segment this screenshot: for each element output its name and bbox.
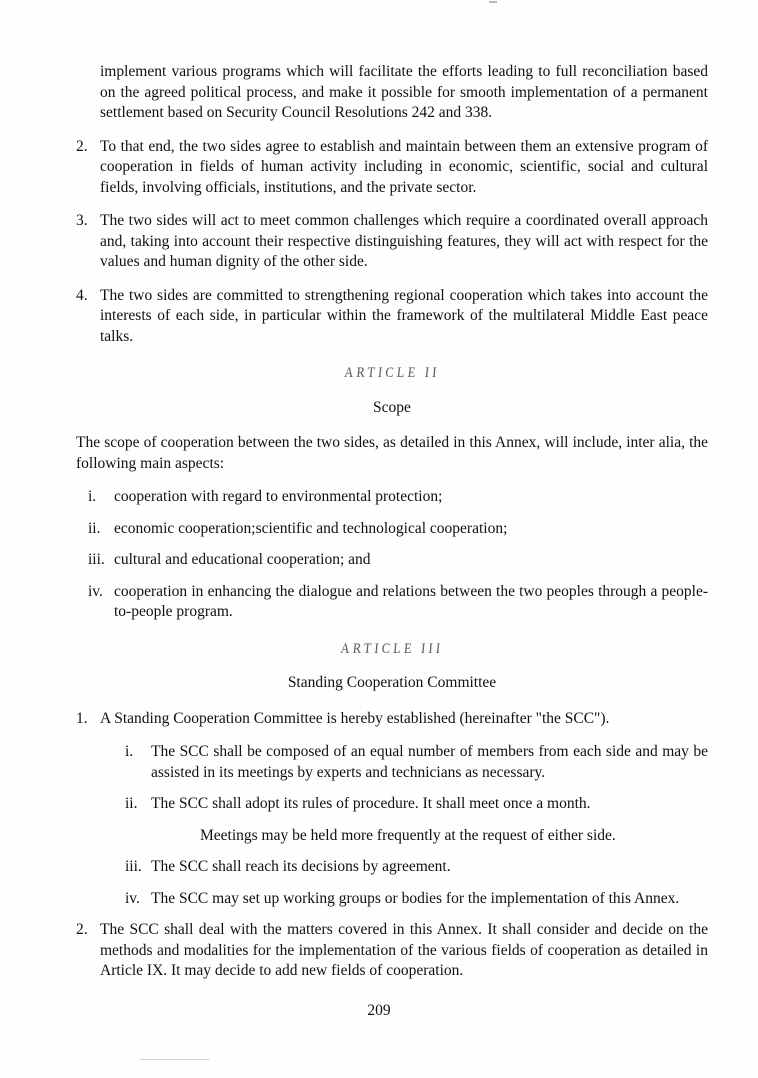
document-content xyxy=(76,62,708,995)
list-item xyxy=(76,709,708,730)
item-text: cultural and educational cooperation; and xyxy=(114,551,371,568)
item-number: 1. xyxy=(76,709,88,727)
meetings-note: Meetings may be held more frequently at the request of either side. xyxy=(200,826,616,844)
list-item xyxy=(125,742,708,783)
item-number: 2. xyxy=(76,137,88,155)
item-number: iii. xyxy=(125,858,142,875)
scan-artifact-bottom xyxy=(140,1059,210,1060)
page-number: 209 xyxy=(367,1002,391,1019)
item-text: To that end, the two sides agree to establish and maintain between them an extensive program of cooperation in fields of human activity including in economic, scientific, social and cultural fields, involving officials, institutions, and the private sector. xyxy=(100,137,708,196)
scan-artifact-top xyxy=(489,1,497,3)
article-2-heading: ARTICLE II xyxy=(343,365,441,381)
item-text: The SCC shall adopt its rules of procedure. It shall meet once a month. xyxy=(151,795,591,812)
item-text: The SCC shall reach its decisions by agreement. xyxy=(151,858,451,875)
item-number: 2. xyxy=(76,921,88,938)
list-item xyxy=(88,519,708,540)
scope-aspect-list xyxy=(88,487,708,623)
list-item xyxy=(88,487,708,508)
list-item xyxy=(88,582,708,623)
list-item xyxy=(125,857,708,878)
list-item xyxy=(88,550,708,571)
article-2-title: Scope xyxy=(373,398,411,416)
list-item xyxy=(76,920,708,982)
item-text: cooperation in enhancing the dialogue and relations between the two peoples through a people-to-people program. xyxy=(114,582,708,620)
item-text: The SCC shall be composed of an equal number of members from each side and may be assisted in its meetings by experts and technicians as necessary. xyxy=(151,743,708,781)
item-text: cooperation with regard to environmental protection; xyxy=(114,488,443,505)
item-text: The SCC may set up working groups or bodies for the implementation of this Annex. xyxy=(151,889,680,907)
list-item xyxy=(125,889,708,910)
item-text: The two sides will act to meet common challenges which require a coordinated overall approach and, taking into account their respective distinguishing features, they will act with respect for the values and human dignity of the other side. xyxy=(100,212,708,270)
item-text: The SCC shall deal with the matters covered in this Annex. It shall consider and decide on the methods and modalities for the implementation of the various fields of cooperation as detailed in Article IX. It may decide to add new fields of cooperation. xyxy=(100,921,708,979)
item-number: iii. xyxy=(88,551,105,568)
article-3-heading: ARTICLE III xyxy=(339,640,445,657)
item-number: iv. xyxy=(88,582,103,600)
article-2-intro: The scope of cooperation between the two sides, as detailed in this Annex, will include, inter alia, the following main aspects: xyxy=(76,434,708,472)
item-text: The two sides are committed to strengthening regional cooperation which takes into account the interests of each side, in particular within the framework of the multilateral Middle East peace talks. xyxy=(100,286,708,345)
list-item xyxy=(76,286,708,348)
item-number: iv. xyxy=(125,889,140,907)
list-item xyxy=(76,137,708,199)
item-number: ii. xyxy=(88,519,101,537)
list-item xyxy=(76,211,708,273)
item-number: i. xyxy=(88,488,97,505)
item-number: 4. xyxy=(76,286,88,304)
paragraph-continuation: implement various programs which will facilitate the efforts leading to full reconciliation based on the agreed political process, and make it possible for smooth implementation of a permanent settlement based on Security Council Resolutions 242 and 338. xyxy=(100,63,708,121)
article-3-title: Standing Cooperation Committee xyxy=(287,674,497,691)
scc-rule-list xyxy=(125,742,708,909)
item-text: economic cooperation;scientific and technological cooperation; xyxy=(114,519,508,537)
item-number: 3. xyxy=(76,212,88,229)
item-text: A Standing Cooperation Committee is hereby established (hereinafter "the SCC"). xyxy=(100,709,610,727)
item-number: ii. xyxy=(125,795,138,812)
list-item xyxy=(125,794,708,815)
item-number: i. xyxy=(125,743,134,760)
